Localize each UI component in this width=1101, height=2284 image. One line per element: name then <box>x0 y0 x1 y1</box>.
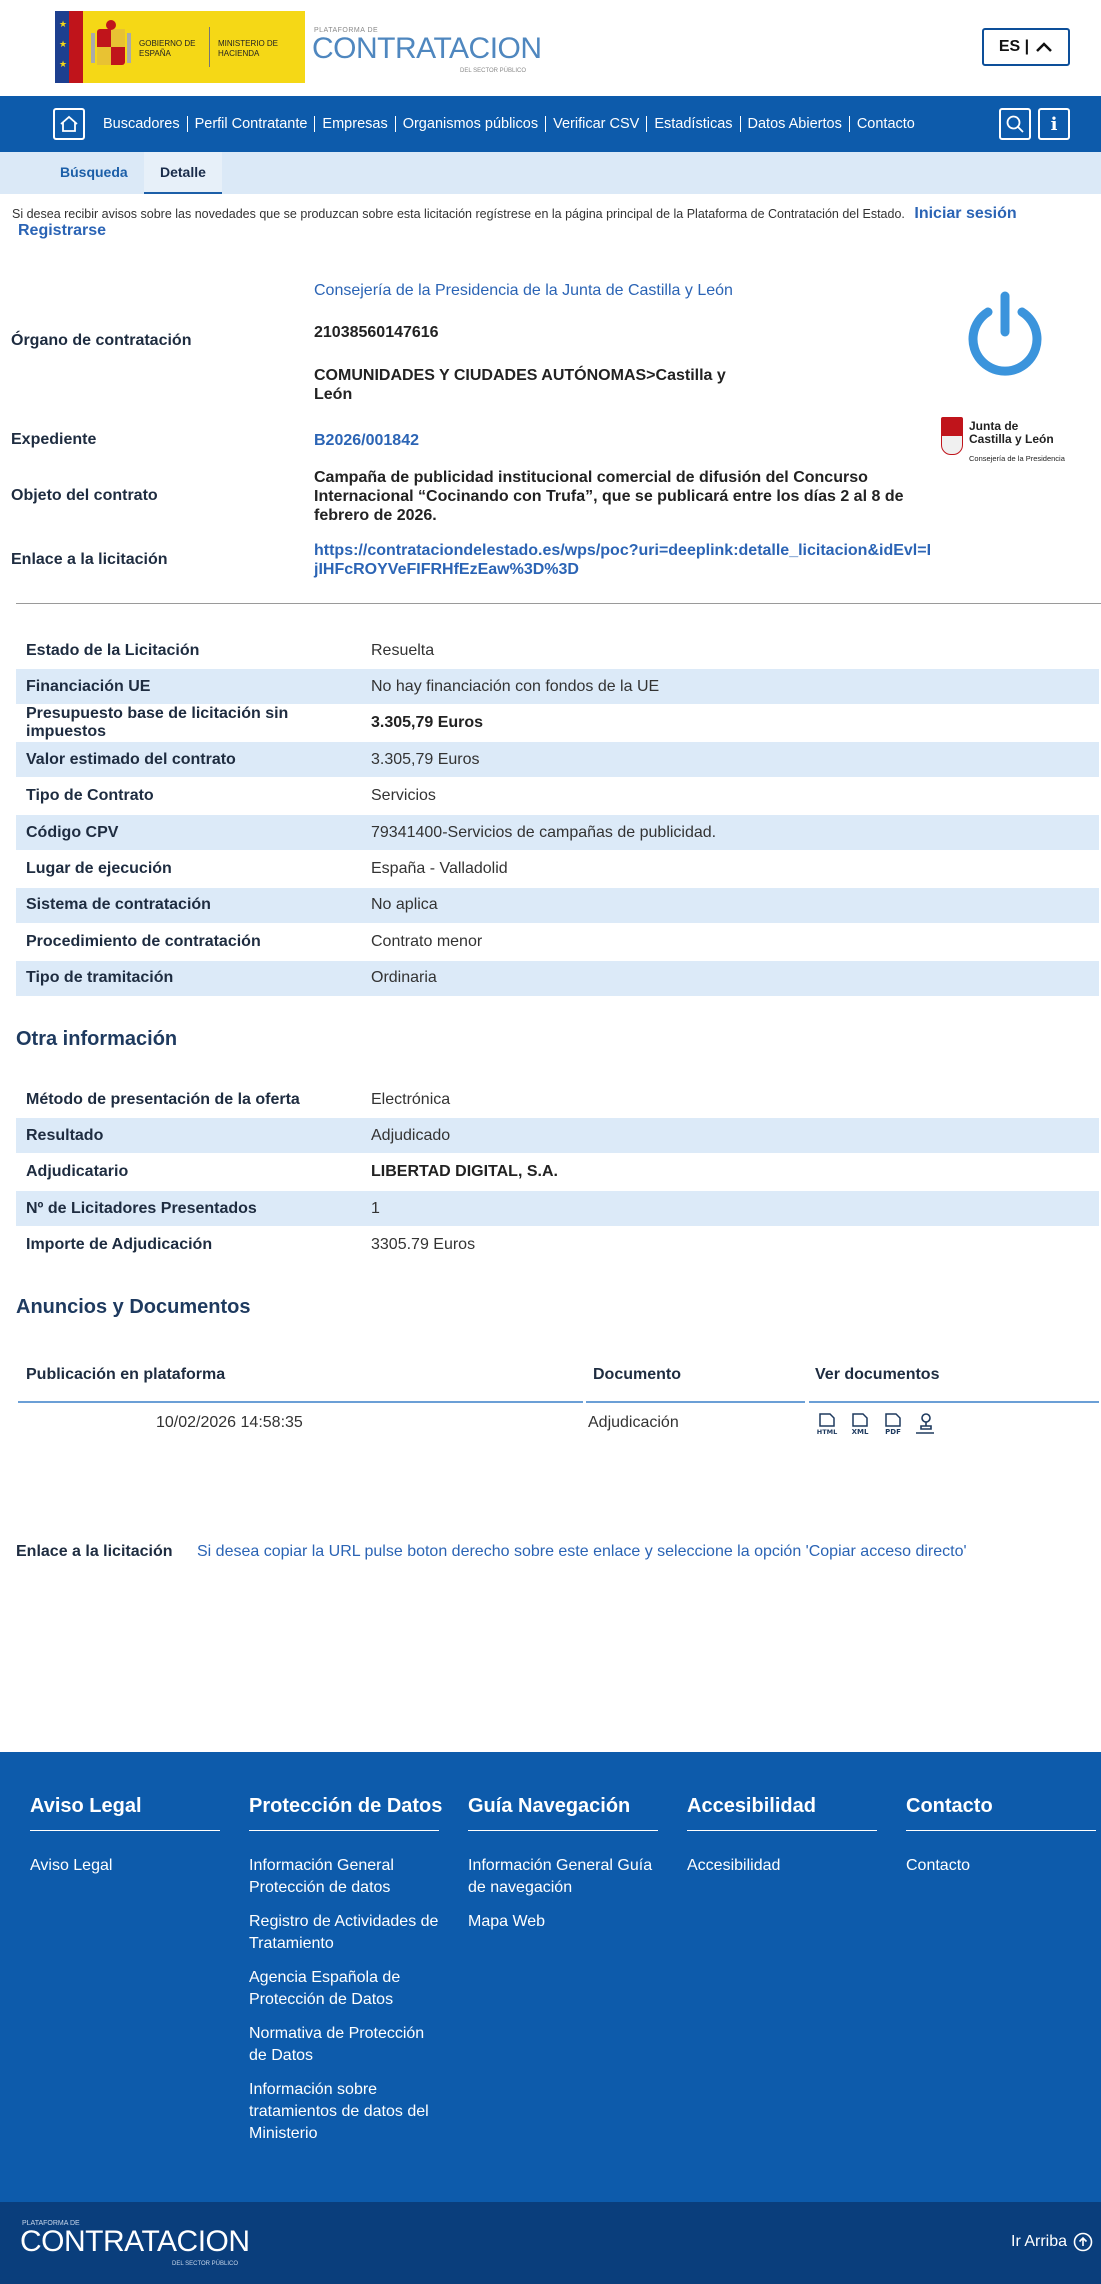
search-icon <box>1005 114 1025 134</box>
header-underline <box>586 1401 805 1403</box>
nav-menu <box>96 96 922 152</box>
platform-logo[interactable] <box>312 24 542 74</box>
nav-item-verificar-csv[interactable]: Verificar CSV <box>546 116 647 132</box>
detail-value: 3305.79 Euros <box>371 1236 476 1254</box>
pdf-document-icon[interactable] <box>881 1412 905 1436</box>
col-documento: Documento <box>593 1366 681 1383</box>
footer-link-tratamientos[interactable]: Información sobre tratamientos de datos del Ministerio <box>249 2081 429 2142</box>
language-selector[interactable] <box>982 28 1070 66</box>
detail-label: Financiación UE <box>26 677 151 695</box>
jcyl-logo-sub: Consejería de la Presidencia <box>969 454 1065 463</box>
footer-col-proteccion <box>249 1795 443 2157</box>
plat-logo-big: CONTRATACION <box>312 32 542 65</box>
enlace-label: Enlace a la licitación <box>11 551 168 568</box>
footer-link-info-proteccion[interactable]: Información General Protección de datos <box>249 1857 394 1896</box>
detail-label: Resultado <box>26 1126 104 1144</box>
detail-value: No hay financiación con fondos de la UE <box>371 677 660 695</box>
otra-info-title: Otra información <box>16 1028 178 1050</box>
col-ver-documentos: Ver documentos <box>815 1366 940 1383</box>
logo-separator <box>209 27 210 67</box>
footer-link-mapa-web[interactable]: Mapa Web <box>468 1913 546 1930</box>
footer-link-accesibilidad[interactable]: Accesibilidad <box>687 1857 781 1874</box>
sub-logo-sub: DEL SECTOR PÚBLICO <box>172 2261 239 2267</box>
header-underline <box>18 1401 583 1403</box>
expediente-value: B2026/001842 <box>314 432 419 449</box>
detail-label: Importe de Adjudicación <box>26 1236 213 1254</box>
coat-of-arms-icon <box>83 11 139 83</box>
nav-item-datos-abiertos[interactable]: Datos Abiertos <box>741 116 850 132</box>
footer-platform-logo[interactable] <box>20 2220 250 2268</box>
footer-col-title: Guía Navegación <box>468 1795 658 1831</box>
government-logo[interactable] <box>55 11 305 83</box>
detail-value: Resuelta <box>371 641 435 659</box>
detail-value: Ordinaria <box>371 969 437 987</box>
detail-label: Presupuesto base de licitación sin impuestos <box>26 705 289 741</box>
info-button[interactable] <box>1038 108 1070 140</box>
notice-text: Si desea recibir avisos sobre las novedades que se produzcan sobre esta licitación regístrese en la página principal de la Plataforma de Contratación del Estado. <box>12 207 905 221</box>
nav-item-empresas[interactable]: Empresas <box>315 116 395 132</box>
organo-name-link[interactable]: Consejería de la Presidencia de la Junta de Castilla y León <box>314 282 733 299</box>
detail-label: Método de presentación de la oferta <box>26 1090 300 1108</box>
home-icon <box>59 114 79 134</box>
detail-label: Procedimiento de contratación <box>26 932 261 950</box>
detail-row <box>16 961 1099 996</box>
detail-value: 79341400-Servicios de campañas de publicidad. <box>371 823 717 841</box>
detail-value: España - Valladolid <box>371 859 508 877</box>
eu-flag-stripe: ★ ★ ★ <box>55 11 83 83</box>
footer-col-title: Protección de Datos <box>249 1795 439 1831</box>
section-divider <box>16 603 1101 604</box>
detail-label: Tipo de Contrato <box>26 787 154 805</box>
detail-label: Tipo de tramitación <box>26 969 174 987</box>
detail-row <box>16 924 1099 959</box>
detail-row <box>16 706 1099 741</box>
detail-label: Código CPV <box>26 823 119 841</box>
sub-logo-big: CONTRATACION <box>20 2225 250 2258</box>
detail-value: LIBERTAD DIGITAL, S.A. <box>371 1163 558 1181</box>
footer-col-title: Aviso Legal <box>30 1795 220 1831</box>
detail-row <box>16 669 1099 704</box>
gov-logo-line1: GOBIERNO DE ESPAÑA <box>139 39 196 58</box>
footer-link-agencia-proteccion[interactable]: Agencia Española de Protección de Datos <box>249 1969 401 2008</box>
plat-logo-sub: DEL SECTOR PÚBLICO <box>460 68 527 74</box>
detail-row <box>16 815 1099 850</box>
detail-row <box>16 1228 1099 1263</box>
main-navigation <box>0 96 1101 152</box>
detail-row <box>16 888 1099 923</box>
footer-col-guia <box>468 1795 658 1945</box>
detail-row <box>16 851 1099 886</box>
footer-link-contacto[interactable]: Contacto <box>906 1857 971 1874</box>
nav-item-perfil-contratante[interactable]: Perfil Contratante <box>188 116 316 132</box>
sub-logo-small: PLATAFORMA DE <box>22 2220 80 2227</box>
back-to-top-label: Ir Arriba <box>1011 2233 1068 2250</box>
register-link[interactable]: Registrarse <box>18 222 107 239</box>
detail-value: No aplica <box>371 896 438 914</box>
detail-value: 1 <box>371 1199 380 1217</box>
nav-item-organismos[interactable]: Organismos públicos <box>396 116 546 132</box>
footer-link-normativa[interactable]: Normativa de Protección de Datos <box>249 2025 425 2064</box>
enlace-link[interactable]: https://contrataciondelestado.es/wps/poc?uri=deeplink:detalle_licitacion&idEvl=IjIHFcROYVeFIFRHfEzEaw%3D%3D <box>314 542 932 578</box>
organo-label: Órgano de contratación <box>11 332 192 349</box>
nav-item-contacto[interactable]: Contacto <box>856 116 915 132</box>
xml-document-icon[interactable] <box>848 1412 872 1436</box>
power-icon <box>960 290 1050 380</box>
detail-row <box>16 1191 1099 1226</box>
detail-label: Adjudicatario <box>26 1163 129 1181</box>
detail-value: Adjudicado <box>371 1126 451 1144</box>
detail-row <box>16 633 1099 668</box>
back-to-top-button[interactable] <box>1011 2232 1093 2252</box>
footer-col-title: Contacto <box>906 1795 1096 1831</box>
detail-row <box>16 779 1099 814</box>
footer <box>0 1752 1101 2202</box>
sub-footer <box>0 2202 1101 2284</box>
detail-row <box>16 1155 1099 1190</box>
documentos-title: Anuncios y Documentos <box>16 1296 251 1318</box>
nav-item-buscadores[interactable]: Buscadores <box>96 116 188 132</box>
tab-bar <box>0 152 1101 194</box>
info-icon: i <box>1050 113 1058 135</box>
organo-type: COMUNIDADES Y CIUDADES AUTÓNOMAS>Castilla y León <box>314 367 726 403</box>
footer-link-guia-navegacion[interactable]: Información General Guía de navegación <box>468 1857 653 1896</box>
jcyl-logo-name: Junta de Castilla y León <box>969 419 1054 446</box>
detail-label: Lugar de ejecución <box>26 859 172 877</box>
subscription-notice <box>12 205 1092 223</box>
bottom-enlace-link[interactable]: Si desea copiar la URL pulse boton derecho sobre este enlace y seleccione la opción 'Copiar acceso directo' <box>197 1543 967 1560</box>
nav-item-estadisticas[interactable]: Estadísticas <box>647 116 740 132</box>
header-underline <box>809 1401 1099 1403</box>
top-header <box>0 0 1101 96</box>
svg-text:HTML: HTML <box>816 1428 838 1436</box>
detail-row <box>16 1082 1099 1117</box>
detail-row <box>16 742 1099 777</box>
doc-type: Adjudicación <box>588 1414 679 1431</box>
footer-col-title: Accesibilidad <box>687 1795 877 1831</box>
col-publicacion: Publicación en plataforma <box>26 1366 226 1383</box>
detail-row <box>16 1118 1099 1153</box>
organo-id: 21038560147616 <box>314 324 439 341</box>
svg-text:PDF: PDF <box>885 1428 901 1436</box>
svg-text:XML: XML <box>851 1428 869 1436</box>
doc-publication-date: 10/02/2026 14:58:35 <box>156 1414 303 1431</box>
arrow-up-circle-icon <box>1073 2232 1093 2252</box>
footer-link-registro-actividades[interactable]: Registro de Actividades de Tratamiento <box>249 1913 439 1952</box>
login-link[interactable]: Iniciar sesión <box>914 205 1017 222</box>
tab-detalle[interactable]: Detalle <box>144 152 222 194</box>
tab-busqueda[interactable]: Búsqueda <box>60 164 128 180</box>
footer-col-accesibilidad <box>687 1795 877 1889</box>
chevron-up-icon <box>1035 41 1053 53</box>
detail-value: Servicios <box>371 787 436 805</box>
expediente-label: Expediente <box>11 431 97 448</box>
detail-label: Estado de la Licitación <box>26 641 200 659</box>
objeto-label: Objeto del contrato <box>11 487 158 504</box>
detail-label: Nº de Licitadores Presentados <box>26 1199 257 1217</box>
objeto-value: Campaña de publicidad institucional comercial de difusión del Concurso Internacional “Cocinando con Trufa”, que se publicará entre los días 2 al 8 de febrero de 2026. <box>314 469 904 524</box>
detail-label: Valor estimado del contrato <box>26 750 236 768</box>
home-button[interactable] <box>53 108 85 140</box>
jcyl-crest-icon <box>941 417 963 455</box>
gov-logo-line2: MINISTERIO DE HACIENDA <box>218 39 279 58</box>
plat-logo-small: PLATAFORMA DE <box>314 27 379 34</box>
search-button[interactable] <box>999 108 1031 140</box>
detail-value: 3.305,79 Euros <box>371 750 480 768</box>
footer-col-contacto <box>906 1795 1096 1889</box>
language-label: ES | <box>998 38 1030 55</box>
detail-value: 3.305,79 Euros <box>371 714 484 732</box>
signature-stamp-icon[interactable] <box>913 1412 937 1436</box>
html-document-icon[interactable] <box>815 1412 839 1436</box>
detail-value: Electrónica <box>371 1090 451 1108</box>
detail-value: Contrato menor <box>371 932 483 950</box>
jcyl-logo <box>941 414 1066 466</box>
bottom-enlace-label: Enlace a la licitación <box>16 1543 173 1560</box>
footer-link-aviso-legal[interactable]: Aviso Legal <box>30 1857 113 1874</box>
footer-col-aviso <box>30 1795 220 1889</box>
detail-label: Sistema de contratación <box>26 896 211 914</box>
